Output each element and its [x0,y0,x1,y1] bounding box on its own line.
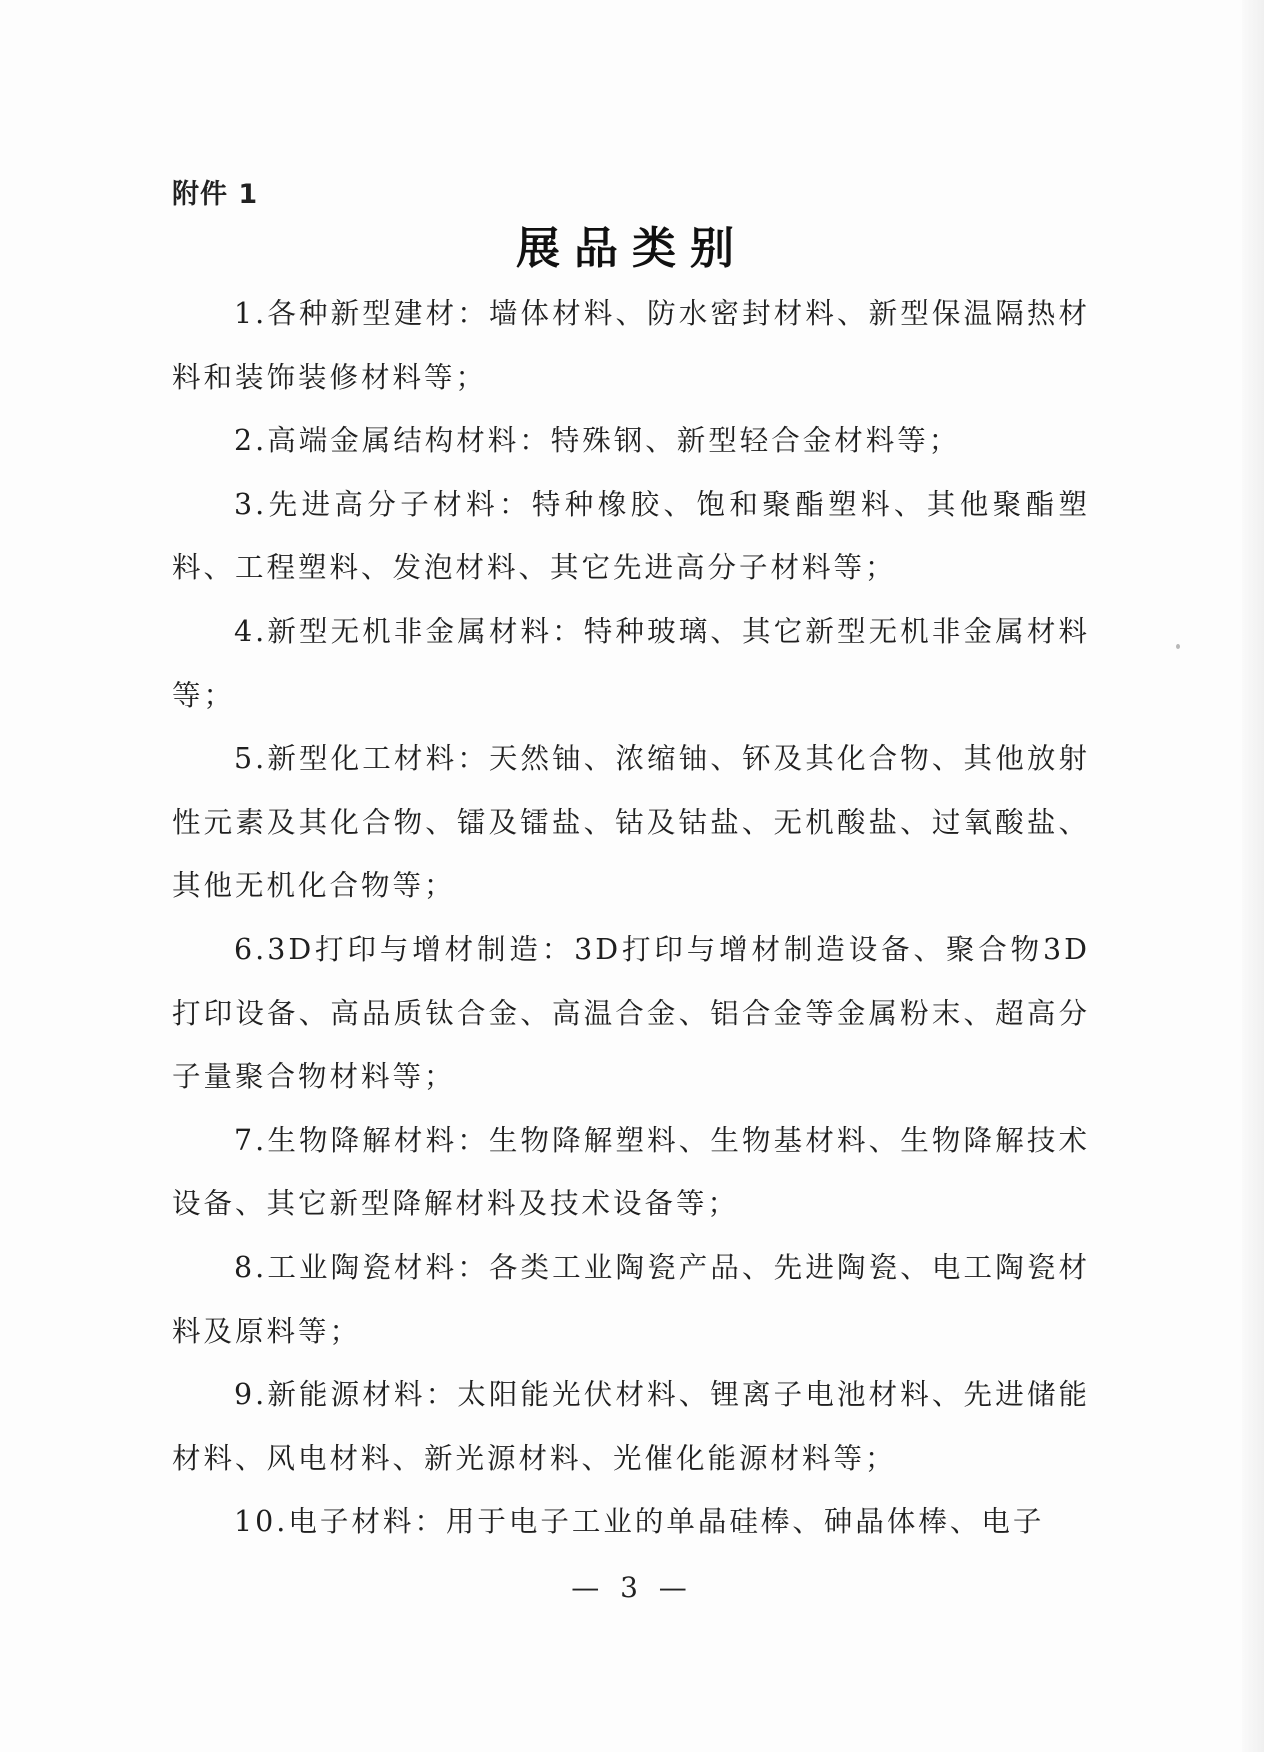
exhibit-category-list [172,282,1090,1554]
document-title: 展品类别 [516,223,748,274]
category-item-4: 4.新型无机非金属材料：特种玻璃、其它新型无机非金属材料等； [172,614,1090,712]
category-item-8: 8.工业陶瓷材料：各类工业陶瓷产品、先进陶瓷、电工陶瓷材料及原料等； [172,1250,1090,1348]
category-item-10: 10.电子材料：用于电子工业的单晶硅棒、砷晶体棒、电子 [234,1505,1045,1539]
category-item-3: 3.先进高分子材料：特种橡胶、饱和聚酯塑料、其他聚酯塑料、工程塑料、发泡材料、其它先进高分子材料等； [172,487,1090,585]
page-number: — 3 — [571,1571,693,1604]
category-item-2: 2.高端金属结构材料：特殊钢、新型轻合金材料等； [234,424,961,458]
category-item-1: 1.各种新型建材：墙体材料、防水密封材料、新型保温隔热材料和装饰装修材料等； [172,297,1090,394]
attachment-label: 附件 1 [172,179,259,210]
category-item-5: 5.新型化工材料：天然铀、浓缩铀、钚及其化合物、其他放射性元素及其化合物、镭及镭盐、钴及钴盐、无机酸盐、过氧酸盐、其他无机化合物等； [172,742,1090,903]
category-item-6: 6.3D打印与增材制造：3D打印与增材制造设备、聚合物3D打印设备、高品质钛合金、高温合金、铝合金等金属粉末、超高分子量聚合物材料等； [172,932,1090,1094]
scan-speck [1176,644,1180,649]
category-item-9: 9.新能源材料：太阳能光伏材料、锂离子电池材料、先进储能材料、风电材料、新光源材料、光催化能源材料等； [172,1378,1090,1475]
category-item-7: 7.生物降解材料：生物降解塑料、生物基材料、生物降解技术设备、其它新型降解材料及技术设备等； [172,1123,1090,1221]
